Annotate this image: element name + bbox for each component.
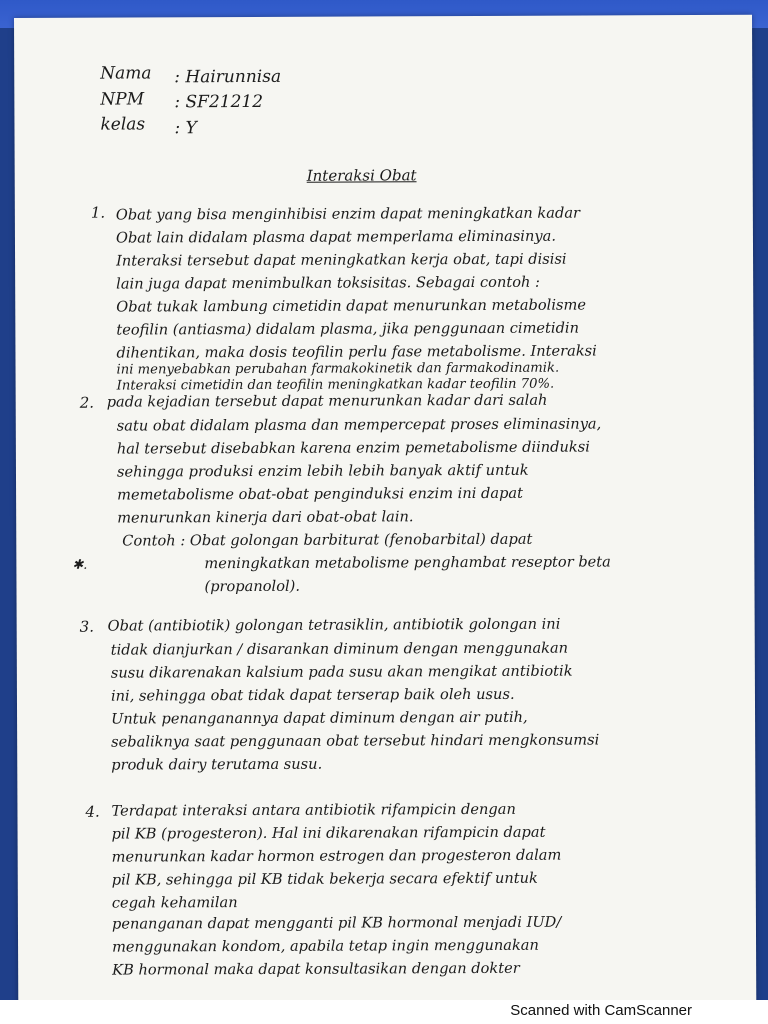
- paper-page: [14, 15, 756, 1008]
- item-1-line-4: lain juga dapat menimbulkan toksisitas. Sebagai contoh :: [116, 273, 540, 293]
- footer-bar: [0, 1000, 768, 1024]
- name-label: Nama: [100, 63, 152, 84]
- item-2-line-2: satu obat didalam plasma dan mempercepat proses eliminasinya,: [116, 415, 602, 435]
- item-1-line-7: dihentikan, maka dosis teofilin perlu fase metabolisme. Interaksi: [116, 342, 597, 362]
- item-1-line-8: ini menyebabkan perubahan farmakokinetik dan farmakodinamik.: [116, 360, 560, 378]
- item-4-line-5: cegah kehamilan: [111, 894, 238, 912]
- item-3-line-7: produk dairy terutama susu.: [111, 755, 323, 774]
- item-1-line-5: Obat tukak lambung cimetidin dapat menurunkan metabolisme: [116, 296, 587, 316]
- item-2-line-9: (propanolol).: [204, 577, 301, 596]
- item-2-line-4: sehingga produksi enzim lebih lebih banyak aktif untuk: [116, 461, 529, 481]
- npm-label: NPM: [100, 89, 145, 110]
- item-2-number: 2.: [79, 393, 95, 412]
- item-4-number: 4.: [85, 802, 100, 821]
- item-4-line-7: menggunakan kondom, apabila tetap ingin menggunakan: [112, 936, 539, 956]
- item-2-line-7: Contoh : Obat golongan barbiturat (fenobarbital) dapat: [122, 530, 533, 550]
- item-3-line-1: Obat (antibiotik) golongan tetrasiklin, antibiotik golongan ini: [107, 615, 561, 635]
- kelas-label: kelas: [100, 114, 146, 135]
- item-2-line-8: meningkatkan metabolisme penghambat reseptor beta: [204, 553, 611, 573]
- page-title: Interaksi Obat: [306, 166, 417, 185]
- item-3-line-6: sebaliknya saat penggunaan obat tersebut hindari mengkonsumsi: [111, 731, 600, 751]
- item-4-line-4: pil KB, sehingga pil KB tidak bekerja secara efektif untuk: [111, 869, 538, 889]
- name-value: : Hairunnisa: [174, 66, 282, 88]
- item-3-line-3: susu dikarenakan kalsium pada susu akan mengikat antibiotik: [110, 662, 573, 682]
- item-3-line-2: tidak dianjurkan / disarankan diminum dengan menggunakan: [110, 639, 569, 659]
- item-3-line-4: ini, sehingga obat tidak dapat terserap baik oleh usus.: [110, 685, 515, 705]
- item-4-line-2: pil KB (progesteron). Hal ini dikarenakan rifampicin dapat: [111, 823, 546, 843]
- item-3-line-5: Untuk penanganannya dapat diminum dengan air putih,: [111, 708, 528, 728]
- item-2-line-3: hal tersebut disebabkan karena enzim pemetabolisme diinduksi: [116, 438, 590, 458]
- item-4-line-6: penanganan dapat mengganti pil KB hormonal menjadi IUD/: [111, 913, 562, 933]
- item-1-line-3: Interaksi tersebut dapat meningkatkan kerja obat, tapi disisi: [116, 250, 567, 270]
- item-1-line-6: teofilin (antiasma) didalam plasma, jika penggunaan cimetidin: [116, 319, 580, 339]
- item-1-line-9: Interaksi cimetidin dan teofilin meningkatkan kadar teofilin 70%.: [116, 376, 555, 394]
- item-2-line-6: menurunkan kinerja dari obat-obat lain.: [117, 508, 414, 527]
- npm-value: : SF21212: [174, 91, 264, 113]
- item-1-line-1: Obat yang bisa menginhibisi enzim dapat meningkatkan kadar: [115, 204, 581, 224]
- stray-mark: ✱.: [72, 557, 88, 573]
- kelas-value: : Y: [174, 118, 197, 139]
- item-2-line-5: memetabolisme obat-obat penginduksi enzim ini dapat: [117, 484, 524, 504]
- item-2-line-1: pada kejadian tersebut dapat menurunkan kadar dari salah: [106, 391, 548, 411]
- item-3-number: 3.: [79, 617, 95, 636]
- item-4-line-3: menurunkan kadar hormon estrogen dan progesteron dalam: [111, 846, 562, 866]
- item-4-line-1: Terdapat interaksi antara antibiotik rifampicin dengan: [111, 800, 516, 820]
- item-1-line-2: Obat lain didalam plasma dapat memperlama eliminasinya.: [115, 227, 556, 247]
- item-1-number: 1.: [90, 203, 106, 222]
- item-4-line-8: KB hormonal maka dapat konsultasikan dengan dokter: [112, 959, 520, 979]
- camscanner-watermark: Scanned with CamScanner: [510, 1002, 692, 1019]
